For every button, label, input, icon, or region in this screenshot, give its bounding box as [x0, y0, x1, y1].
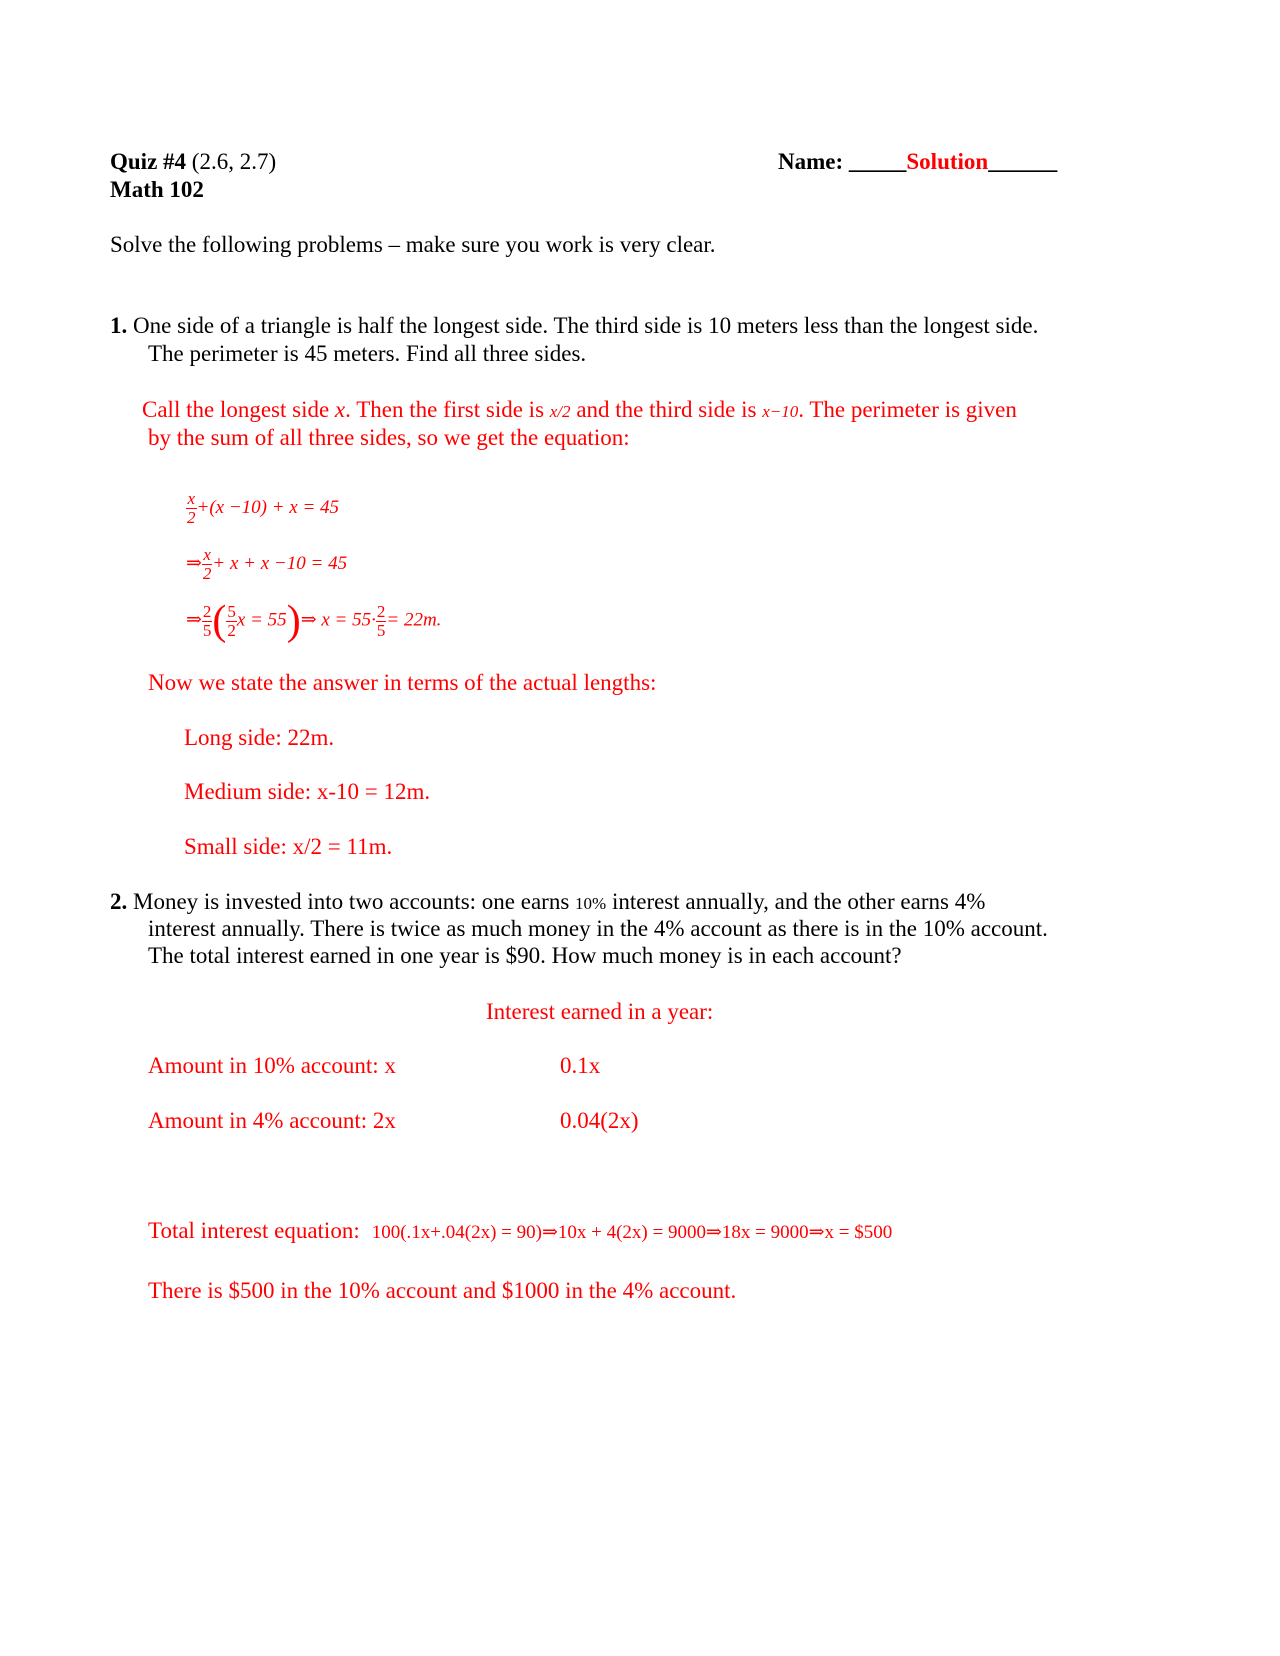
fraction: $\frac{5}{2}$ [227, 601, 236, 640]
problem-1-line-1: 1. One side of a triangle is half the longest side. The third side is 10 meters less than the longest side. [110, 313, 1039, 338]
answer-small-side: Small side: x/2 = 11m. [184, 834, 393, 859]
answer-intro: Now we state the answer in terms of the actual lengths: [148, 670, 657, 695]
row-4pct-interest: 0.04(2x) [560, 1108, 639, 1133]
row-10pct-interest: 0.1x [560, 1053, 601, 1078]
course-name: Math 102 [110, 177, 204, 202]
equation-2: ⇒ $\frac{x}{2}$ + x + x −10 = 45 [186, 545, 348, 583]
row-4pct-label: Amount in 4% account: 2x [148, 1108, 396, 1133]
fraction: $\frac{2}{5}$ [376, 601, 386, 640]
equation-1: $\frac{x}{2}$ +(x −10) + x = 45 [187, 489, 340, 527]
paren-open: ( [212, 598, 227, 644]
total-interest-equation: Total interest equation: 100(.1x+.04(2x) = 90)⇒10x + 4(2x) = 9000⇒18x = 9000⇒x = $500 [148, 1218, 893, 1243]
problem-2-line-3: The total interest earned in one year is $90. How much money is in each account? [148, 943, 902, 968]
paren-close: ) [286, 598, 301, 644]
interest-header: Interest earned in a year: [486, 999, 714, 1024]
answer-long-side: Long side: 22m. [184, 725, 335, 750]
quiz-title: Quiz #4 (2.6, 2.7) [110, 149, 277, 174]
problem-2-line-2: interest annually. There is twice as much money in the 4% account as there is in the 10% account. [148, 916, 1048, 941]
problem-1-line-2: The perimeter is 45 meters. Find all three sides. [148, 341, 587, 366]
equation-3: ⇒ $\frac{2}{5}$ ( $\frac{5}{2}$ x = 55)⇒ x = 55· $\frac{2}{5}$ = 22m. [186, 598, 442, 644]
answer-medium-side: Medium side: x-10 = 12m. [184, 779, 431, 804]
fraction: $\frac{x}{2}$ [202, 545, 212, 583]
name-line: Name: _____Solution______ [778, 149, 1058, 174]
fraction: $\frac{2}{5}$ [202, 601, 212, 640]
name-value: Solution [906, 149, 989, 174]
conclusion: There is $500 in the 10% account and $1000 in the 4% account. [148, 1278, 737, 1303]
row-10pct-label: Amount in 10% account: x [148, 1053, 396, 1078]
solution-1-line-2: by the sum of all three sides, so we get the equation: [148, 425, 630, 450]
fraction: $\frac{x}{2}$ [187, 489, 196, 527]
problem-2-line-1: 2. Money is invested into two accounts: one earns 10% interest annually, and the other earns 4% [110, 889, 986, 914]
instructions: Solve the following problems – make sure you work is very clear. [110, 232, 716, 257]
solution-1-line-1: Call the longest side x. Then the first side is x/2 and the third side is x−10. The perimeter is given [142, 397, 1017, 422]
